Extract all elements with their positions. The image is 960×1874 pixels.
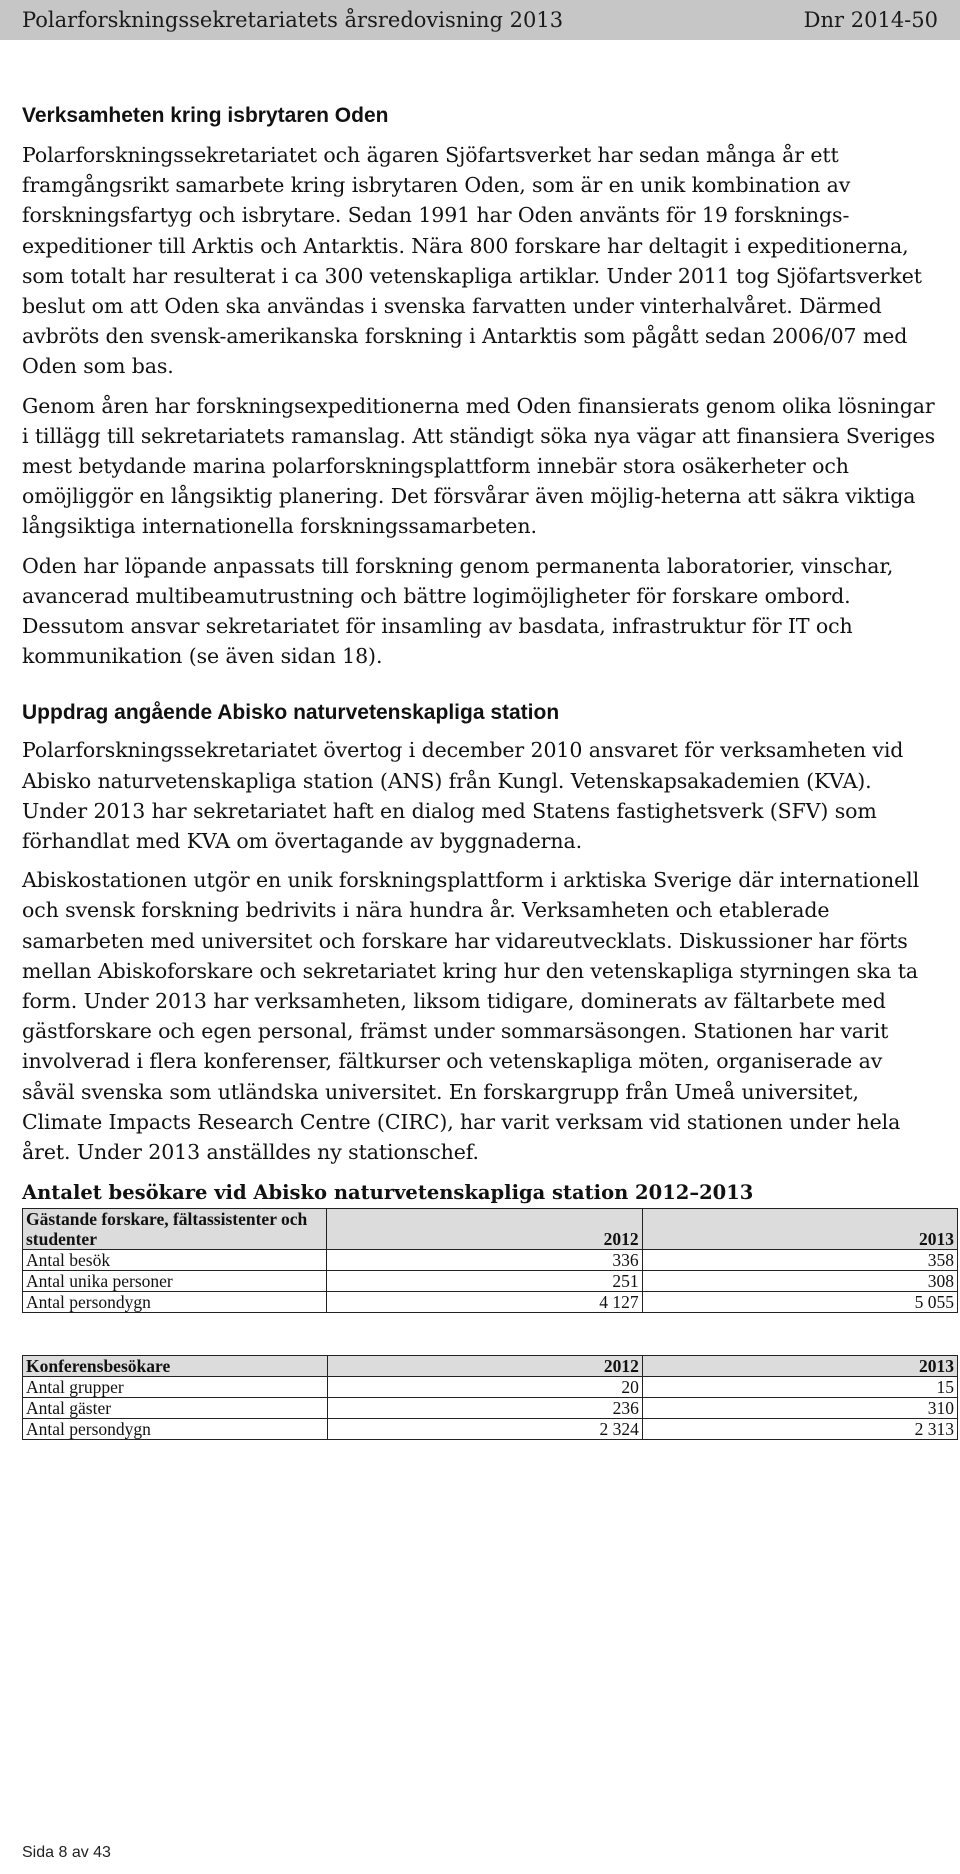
- table-cell: Antal persondygn: [23, 1419, 328, 1440]
- table-row: [23, 1250, 958, 1271]
- table-row: [23, 1377, 958, 1398]
- header-dnr: Dnr 2014-50: [803, 8, 938, 32]
- table-cell: 310: [642, 1398, 957, 1419]
- table-row: [23, 1271, 958, 1292]
- paragraph: Abiskostationen utgör en unik forskningsplattform i arktiska Sverige där internationell och svensk forskning bedrivits i nära hundra år. Verksamheten och etablerade samarbeten med universitet och forskare har vidareutvecklats. Diskussioner har förts mellan Abiskoforskare och sekretariatet kring hur den vetenskapliga styrningen ska ta form. Under 2013 har verksamheten, liksom tidigare, dominerats av fältarbete med gästforskare och egen personal, främst under sommarsäsongen. Stationen har varit involverad i flera konferenser, fältkurser och vetenskapliga möten, organiserade av såväl svenska som utländska universitet. En forskargrupp från Umeå universitet, Climate Impacts Research Centre (CIRC), har varit verksam vid stationen under hela året. Under 2013 anställdes ny stationschef.: [22, 868, 920, 1165]
- table-row: [23, 1398, 958, 1419]
- paragraph: Polarforskningssekretariatet och ägaren Sjöfartsverket har sedan många år ett framgångsrikt samarbete kring isbrytaren Oden, som är en unik kombination av forskningsfartyg och isbrytare. Sedan 1991 har Oden använts för 19 forsknings-expeditioner till Arktis och Antarktis. Nära 800 forskare har deltagit i expeditionerna, som totalt har resulterat i ca 300 vetenskapliga artiklar. Under 2011 tog Sjöfartsverket beslut om att Oden ska användas i svenska farvatten under vinterhalvåret. Därmed avbröts den svensk-amerikanska forskning i Antarktis som pågått sedan 2006/07 med Oden som bas.: [22, 143, 922, 379]
- table-header-row: [23, 1356, 958, 1377]
- page-content: [22, 104, 954, 1440]
- table-cell: 358: [642, 1250, 957, 1271]
- table-header-cell: 2012: [327, 1356, 642, 1377]
- table-cell: 2 324: [327, 1419, 642, 1440]
- table-cell: 20: [327, 1377, 642, 1398]
- table-cell: 251: [327, 1271, 642, 1292]
- section-heading-oden: Verksamheten kring isbrytaren Oden: [22, 104, 389, 127]
- table-header-cell: 2013: [642, 1356, 957, 1377]
- table-row: [23, 1419, 958, 1440]
- page-number: Sida 8 av 43: [22, 1844, 111, 1861]
- header-title: Polarforskningssekretariatets årsredovisning 2013: [22, 8, 564, 32]
- conference-table: [22, 1355, 958, 1440]
- table-header-cell: 2013: [642, 1209, 957, 1250]
- visitors-table: [22, 1208, 958, 1313]
- paragraph: Genom åren har forskningsexpeditionerna med Oden finansierats genom olika lösningar i tillägg till sekretariatets ramanslag. Att ständigt söka nya vägar att finansiera Sveriges mest betydande marina polarforskningsplattform innebär stora osäkerheter och omöjliggör en långsiktig planering. Det försvårar även möjlig-heterna att säkra viktiga långsiktiga internationella forskningssamarbeten.: [22, 393, 936, 539]
- table-cell: 15: [642, 1377, 957, 1398]
- table-cell: Antal grupper: [23, 1377, 328, 1398]
- table-cell: Antal unika personer: [23, 1271, 327, 1292]
- table-cell: Antal gäster: [23, 1398, 328, 1419]
- table-header-cell: 2012: [327, 1209, 642, 1250]
- table-header-row: [23, 1209, 958, 1250]
- table-cell: 2 313: [642, 1419, 957, 1440]
- table-cell: Antal persondygn: [23, 1292, 327, 1313]
- page-header: [0, 0, 960, 40]
- paragraph: Oden har löpande anpassats till forskning genom permanenta laboratorier, vinschar, avancerad multibeamutrustning och bättre logimöjligheter för forskare ombord. Dessutom ansvar sekretariatet för insamling av basdata, infrastruktur för IT och kommunikation (se även sidan 18).: [22, 553, 894, 669]
- table-cell: Antal besök: [23, 1250, 327, 1271]
- section-heading-abisko: Uppdrag angående Abisko naturvetenskapliga station: [22, 701, 560, 725]
- table-cell: 308: [642, 1271, 957, 1292]
- table-cell: 4 127: [327, 1292, 642, 1313]
- table-header-cell: Konferensbesökare: [23, 1356, 328, 1377]
- paragraph: Polarforskningssekretariatet övertog i december 2010 ansvaret för verksamheten vid Abisko naturvetenskapliga station (ANS) från Kungl. Vetenskapsakademien (KVA). Under 2013 har sekretariatet haft en dialog med Statens fastighetsverk (SFV) som förhandlat med KVA om övertagande av byggnaderna.: [22, 738, 904, 854]
- table-cell: 336: [327, 1250, 642, 1271]
- table-title: Antalet besökare vid Abisko naturvetenskapliga station 2012–2013: [22, 1181, 754, 1205]
- table-row: [23, 1292, 958, 1313]
- table-cell: 5 055: [642, 1292, 957, 1313]
- table-cell: 236: [327, 1398, 642, 1419]
- table-header-cell: Gästande forskare, fältassistenter och studenter: [23, 1209, 327, 1250]
